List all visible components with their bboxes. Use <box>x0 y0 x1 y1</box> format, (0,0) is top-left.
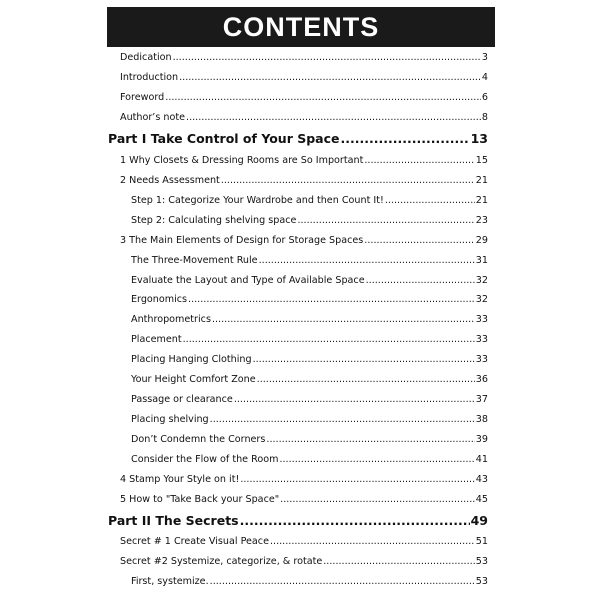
toc-entry[interactable] <box>131 576 488 587</box>
toc-entry[interactable] <box>120 494 488 505</box>
leader-dots <box>266 434 474 445</box>
toc-entry-label: First, systemize. <box>131 576 209 587</box>
toc-entry-page: 32 <box>475 275 488 286</box>
leader-dots <box>259 255 475 266</box>
toc-entry-page: 33 <box>475 354 488 365</box>
leader-dots <box>280 494 475 505</box>
toc-entry-label: Placing Hanging Clothing <box>131 354 252 365</box>
leader-dots <box>212 314 475 325</box>
toc-entry-label: Anthropometrics <box>131 314 211 325</box>
toc-entry[interactable] <box>120 474 488 485</box>
leader-dots <box>210 576 475 587</box>
toc-entry-page: 4 <box>481 72 488 83</box>
toc-entry[interactable] <box>120 52 488 63</box>
toc-entry-label: Secret # 1 Create Visual Peace <box>120 536 269 547</box>
toc-entry-label: Placing shelving <box>131 414 209 425</box>
toc-entry-label: 4 Stamp Your Style on it! <box>120 474 240 485</box>
toc-entry-page: 15 <box>475 155 488 166</box>
toc-entry-page: 32 <box>475 294 488 305</box>
toc-part-heading[interactable] <box>108 131 488 146</box>
leader-dots <box>279 454 474 465</box>
toc-entry[interactable] <box>131 294 488 305</box>
toc-entry[interactable] <box>131 454 488 465</box>
leader-dots <box>253 354 475 365</box>
page-title: CONTENTS <box>222 11 380 42</box>
toc-entry-label: 3 The Main Elements of Design for Storage Spaces <box>120 235 364 246</box>
toc-entry[interactable] <box>131 314 488 325</box>
toc-entry[interactable] <box>131 255 488 266</box>
toc-entry[interactable] <box>120 155 488 166</box>
toc-entry-page: 21 <box>475 195 488 206</box>
toc-entry-page: 36 <box>475 374 488 385</box>
toc-entry-page: 38 <box>475 414 488 425</box>
toc-entry-label: 5 How to "Take Back your Space" <box>120 494 280 505</box>
leader-dots <box>323 556 475 567</box>
toc-entry[interactable] <box>131 354 488 365</box>
toc-part-heading[interactable] <box>108 513 488 528</box>
toc-entry-page: 39 <box>475 434 488 445</box>
toc-entry[interactable] <box>131 275 488 286</box>
toc-entry[interactable] <box>131 374 488 385</box>
toc-entry[interactable] <box>131 434 488 445</box>
toc-entry-page: 29 <box>475 235 488 246</box>
toc-entry-label: Introduction <box>120 72 179 83</box>
toc-entry-page: 53 <box>475 556 488 567</box>
toc-entry[interactable] <box>120 556 488 567</box>
toc-entry-label: Foreword <box>120 92 165 103</box>
toc-entry-label: 1 Why Closets & Dressing Rooms are So Important <box>120 155 364 166</box>
leader-dots <box>173 52 481 63</box>
leader-dots <box>183 334 475 345</box>
toc-entry-label: Step 1: Categorize Your Wardrobe and then Count It! <box>131 195 384 206</box>
leader-dots <box>165 92 481 103</box>
toc-entry-label: Step 2: Calculating shelving space <box>131 215 297 226</box>
toc-entry[interactable] <box>131 414 488 425</box>
toc-entry-page: 23 <box>475 215 488 226</box>
leader-dots <box>240 513 470 528</box>
toc-entry-label: Don’t Condemn the Corners <box>131 434 266 445</box>
toc-entry-label: Dedication <box>120 52 172 63</box>
toc-entry-label: Part II The Secrets <box>108 513 239 528</box>
toc-entry-page: 6 <box>481 92 488 103</box>
toc-entry-label: Consider the Flow of the Room <box>131 454 279 465</box>
toc-entry[interactable] <box>120 175 488 186</box>
toc-entry-page: 33 <box>475 334 488 345</box>
toc-entry-page: 43 <box>475 474 488 485</box>
toc-entry-page: 31 <box>475 255 488 266</box>
toc-entry-page: 21 <box>475 175 488 186</box>
toc-entry[interactable] <box>131 394 488 405</box>
leader-dots <box>221 175 475 186</box>
leader-dots <box>240 474 474 485</box>
toc-entry-page: 8 <box>481 112 488 123</box>
toc-entry-page: 37 <box>475 394 488 405</box>
toc-entry[interactable] <box>120 72 488 83</box>
leader-dots <box>257 374 475 385</box>
leader-dots <box>179 72 481 83</box>
toc-entry-label: Secret #2 Systemize, categorize, & rotate <box>120 556 323 567</box>
toc-entry-label: Your Height Comfort Zone <box>131 374 256 385</box>
leader-dots <box>364 155 474 166</box>
toc-entry[interactable] <box>120 536 488 547</box>
toc-entry-page: 3 <box>481 52 488 63</box>
toc-entry-page: 49 <box>470 513 488 528</box>
toc-entry-label: 2 Needs Assessment <box>120 175 220 186</box>
toc-entry-label: The Three-Movement Rule <box>131 255 258 266</box>
toc-entry-page: 45 <box>475 494 488 505</box>
toc-entry[interactable] <box>131 215 488 226</box>
toc-entry[interactable] <box>131 334 488 345</box>
toc-entry[interactable] <box>131 195 488 206</box>
leader-dots <box>188 294 475 305</box>
leader-dots <box>297 215 474 226</box>
leader-dots <box>210 414 475 425</box>
toc-entry-label: Ergonomics <box>131 294 188 305</box>
leader-dots <box>234 394 475 405</box>
toc-entry-page: 53 <box>475 576 488 587</box>
toc-entry-page: 33 <box>475 314 488 325</box>
toc-entry-label: Author’s note <box>120 112 186 123</box>
toc-entry[interactable] <box>120 92 488 103</box>
toc-entry-label: Evaluate the Layout and Type of Available Space <box>131 275 365 286</box>
toc-entry-page: 51 <box>475 536 488 547</box>
toc-entry[interactable] <box>120 235 488 246</box>
leader-dots <box>364 235 474 246</box>
toc-entry-label: Passage or clearance <box>131 394 233 405</box>
toc-entry[interactable] <box>120 112 488 123</box>
toc-entry-label: Part I Take Control of Your Space <box>108 131 340 146</box>
leader-dots <box>341 131 470 146</box>
leader-dots <box>385 195 475 206</box>
toc-entry-page: 41 <box>475 454 488 465</box>
leader-dots <box>366 275 475 286</box>
leader-dots <box>270 536 475 547</box>
toc-entry-label: Placement <box>131 334 182 345</box>
leader-dots <box>186 112 481 123</box>
toc-entry-page: 13 <box>470 131 488 146</box>
